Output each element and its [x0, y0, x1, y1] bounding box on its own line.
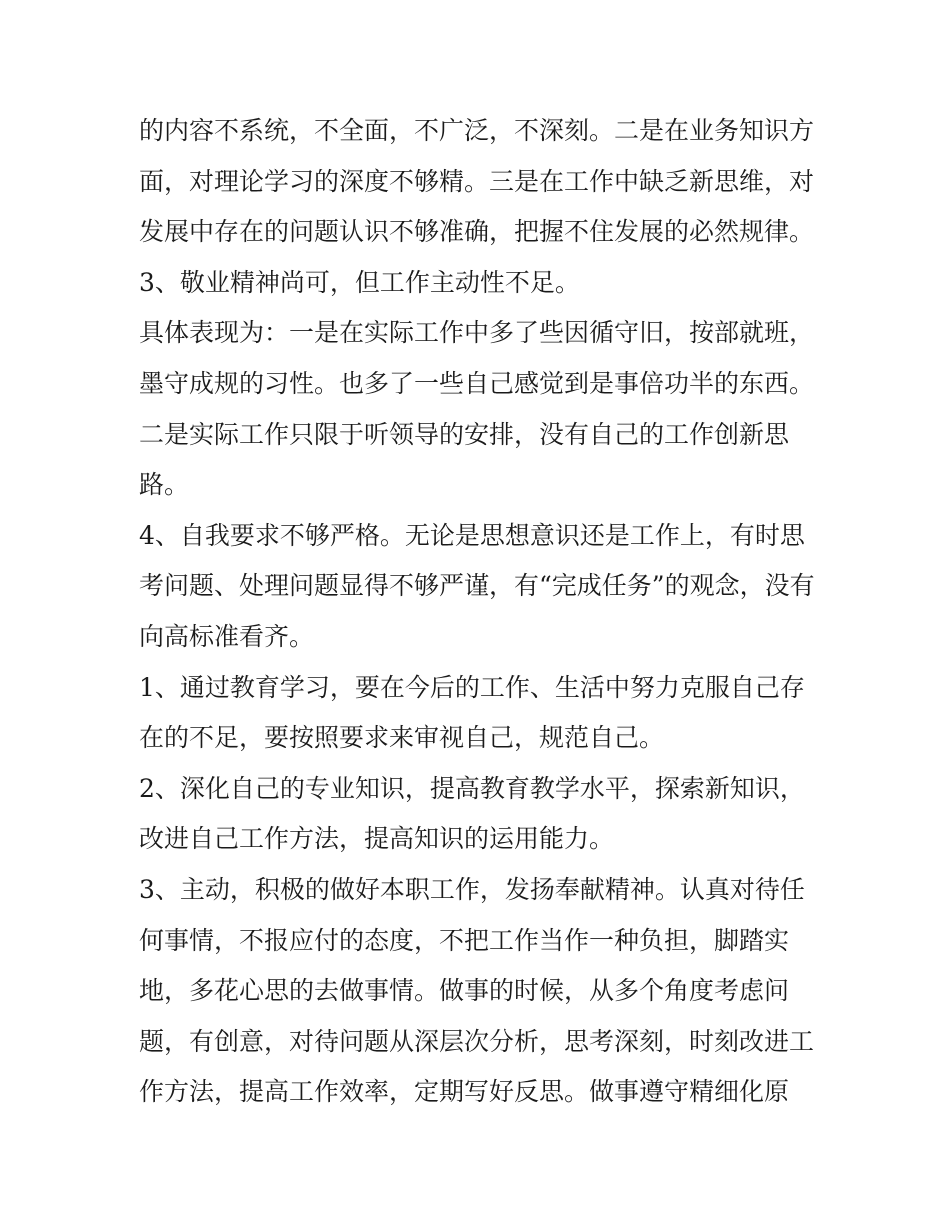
text-line: 何事情，不报应付的态度，不把工作当作一种负担，脚踏实 [139, 925, 790, 955]
text-line: 向高标准看齐。 [139, 621, 315, 651]
body-text [139, 106, 819, 1118]
text-line: 在的不足，要按照要求来审视自己，规范自己。 [139, 723, 665, 753]
text-line: 改进自己工作方法，提高知识的运用能力。 [139, 824, 615, 854]
text-line: 作方法，提高工作效率，定期写好反思。做事遵守精细化原 [139, 1077, 790, 1107]
text-line: 4、自我要求不够严格。无论是思想意识还是工作上，有时思 [139, 520, 805, 550]
text-line: 墨守成规的习性。也多了一些自己感觉到是事倍功半的东西。 [139, 368, 815, 398]
text-line: 具体表现为：一是在实际工作中多了些因循守旧，按部就班， [139, 318, 815, 348]
text-line: 的内容不系统，不全面，不广泛，不深刻。二是在业务知识方 [139, 116, 815, 145]
text-line: 面，对理论学习的深度不够精。三是在工作中缺乏新思维，对 [139, 166, 815, 196]
text-line: 3、敬业精神尚可，但工作主动性不足。 [139, 267, 580, 297]
text-line: 考问题、处理问题显得不够严谨，有“完成任务”的观念，没有 [139, 571, 815, 601]
text-line: 1、通过教育学习，要在今后的工作、生活中努力克服自己存 [139, 672, 805, 702]
text-line: 题，有创意，对待问题从深层次分析，思考深刻，时刻改进工 [139, 1026, 815, 1056]
text-line: 二是实际工作只限于听领导的安排，没有自己的工作创新思 [139, 419, 790, 449]
text-line: 发展中存在的问题认识不够准确，把握不住发展的必然规律。 [139, 217, 815, 247]
text-line: 地，多花心思的去做事情。做事的时候，从多个角度考虑问 [139, 976, 790, 1006]
text-line: 2、深化自己的专业知识，提高教育教学水平，探索新知识， [139, 773, 805, 803]
text-line: 路。 [139, 470, 190, 500]
text-line: 3、主动，积极的做好本职工作，发扬奉献精神。认真对待任 [139, 874, 805, 904]
